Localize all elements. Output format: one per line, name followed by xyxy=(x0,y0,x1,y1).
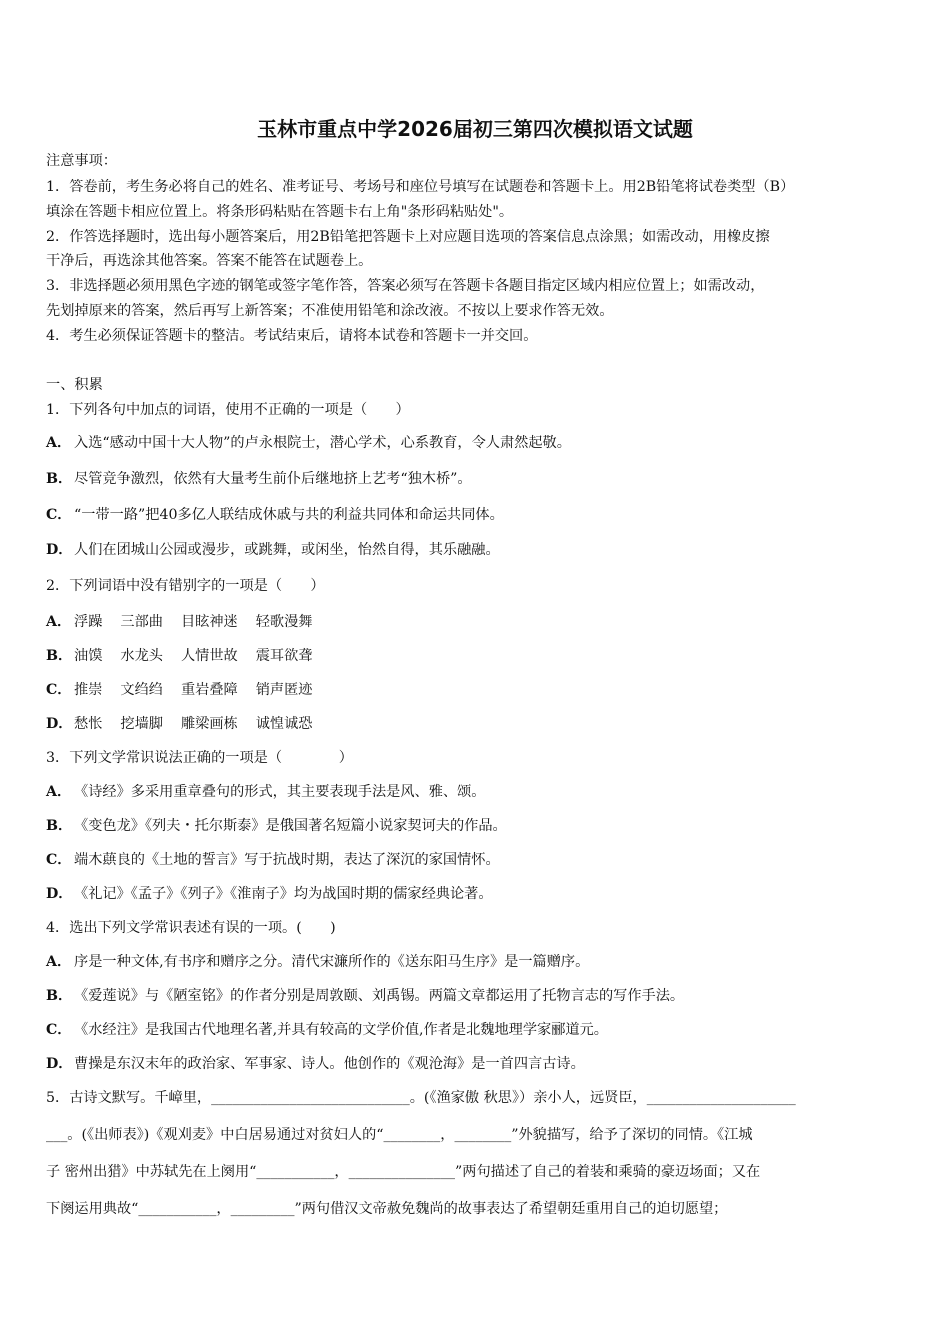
option-row xyxy=(46,816,507,836)
option-word: 挖墙脚 xyxy=(120,716,163,732)
option-letter: A． xyxy=(46,954,72,970)
option-row xyxy=(46,646,331,666)
option-letter: D． xyxy=(46,1056,73,1072)
option-letter: C． xyxy=(46,852,72,868)
option-letter: A． xyxy=(46,784,72,800)
option-text: 《诗经》多采用重章叠句的形式，其主要表现手法是风、雅、颂。 xyxy=(74,784,486,800)
notice-line: 2．作答选择题时，选出每小题答案后，用2B铅笔把答题卡上对应题目选项的答案信息点涂黑；如需改动，用橡皮擦 xyxy=(46,229,770,245)
fill-in-line: ___。(《出师表》)《观刈麦》中白居易通过对贫妇人的“________，________”外貌描写，给予了深切的同情。《江城 xyxy=(46,1127,753,1143)
option-text: 《爱莲说》与《陋室铭》的作者分别是周敦颐、刘禹锡。两篇文章都运用了托物言志的写作手法。 xyxy=(74,988,685,1004)
notice-heading: 注意事项： xyxy=(46,153,117,169)
option-text: 人们在团城山公园或漫步，或跳舞，或闲坐，怡然自得，其乐融融。 xyxy=(74,542,500,558)
option-word: 油馍 xyxy=(74,648,103,664)
fill-in-line: 5．古诗文默写。千嶂里，____________________________。(《渔家傲 秋思》）亲小人，远贤臣，_____________________ xyxy=(46,1090,796,1106)
option-row xyxy=(46,986,684,1006)
option-row xyxy=(46,850,500,870)
option-letter: B． xyxy=(46,471,73,487)
option-word: 震耳欲聋 xyxy=(255,648,313,664)
option-text: 序是一种文体,有书序和赠序之分。清代宋濂所作的《送东阳马生序》是一篇赠序。 xyxy=(74,954,590,970)
option-word: 销声匿迹 xyxy=(255,682,313,698)
option-word: 重岩叠障 xyxy=(180,682,238,698)
option-word: 诚惶诚恐 xyxy=(255,716,313,732)
option-text: 《变色龙》《列夫・托尔斯泰》是俄国著名短篇小说家契诃夫的作品。 xyxy=(74,818,507,834)
option-letter: A． xyxy=(46,614,72,630)
option-row xyxy=(46,1054,585,1074)
option-text: 尽管竞争激烈，依然有大量考生前仆后继地挤上艺考“独木桥”。 xyxy=(74,471,472,487)
option-letter: A． xyxy=(46,435,72,451)
option-row xyxy=(46,505,504,525)
notice-line: 干净后，再选涂其他答案。答案不能答在试题卷上。 xyxy=(46,253,373,269)
option-row xyxy=(46,540,500,560)
option-row xyxy=(46,782,485,802)
question-stem: 1．下列各句中加点的词语，使用不正确的一项是（ ） xyxy=(46,402,410,418)
option-word: 雕梁画栋 xyxy=(180,716,238,732)
option-word: 三部曲 xyxy=(120,614,163,630)
option-letter: C． xyxy=(46,682,72,698)
notice-line: 3．非选择题必须用黑色字迹的钢笔或签字笔作答，答案必须写在答题卡各题目指定区域内相应位置上；如需改动， xyxy=(46,278,765,294)
option-letter: C． xyxy=(46,1022,72,1038)
option-text: 《水经注》是我国古代地理名著,并具有较高的文学价值,作者是北魏地理学家郦道元。 xyxy=(74,1022,608,1038)
notice-line: 填涂在答题卡相应位置上。将条形码粘贴在答题卡右上角"条形码粘贴处"。 xyxy=(46,204,514,220)
section-heading: 一、积累 xyxy=(46,377,103,393)
option-text: 端木蕻良的《土地的誓言》写于抗战时期，表达了深沉的家国情怀。 xyxy=(74,852,500,868)
option-letter: C． xyxy=(46,507,72,523)
option-word: 浮躁 xyxy=(74,614,103,630)
notice-line: 4．考生必须保证答题卡的整洁。考试结束后，请将本试卷和答题卡一并交回。 xyxy=(46,328,538,344)
page-title: 玉林市重点中学2026届初三第四次模拟语文试题 xyxy=(257,117,693,141)
option-text: 入选“感动中国十大人物”的卢永根院士，潜心学术，心系教育，令人肃然起敬。 xyxy=(74,435,571,451)
option-letter: B． xyxy=(46,988,73,1004)
option-row xyxy=(46,1020,608,1040)
option-text: “一带一路”把40多亿人联结成休戚与共的利益共同体和命运共同体。 xyxy=(74,507,504,523)
question-stem: 2．下列词语中没有错别字的一项是（ ） xyxy=(46,578,325,594)
option-row xyxy=(46,433,571,453)
option-word: 愁怅 xyxy=(74,716,103,732)
option-word: 轻歌漫舞 xyxy=(255,614,313,630)
option-word: 目眩神迷 xyxy=(180,614,238,630)
fill-in-line: 子 密州出猎》中苏轼先在上阕用“___________，_______________”两句描述了自己的着装和乘骑的豪迈场面；又在 xyxy=(46,1164,761,1180)
option-letter: B． xyxy=(46,818,73,834)
option-letter: B． xyxy=(46,648,73,664)
option-row xyxy=(46,612,331,632)
option-row xyxy=(46,952,589,972)
option-text: 《礼记》《孟子》《列子》《淮南子》均为战国时期的儒家经典论著。 xyxy=(74,886,493,902)
option-row xyxy=(46,714,331,734)
option-word: 推崇 xyxy=(74,682,103,698)
fill-in-line: 下阕运用典故“___________，_________”两句借汉文帝赦免魏尚的故事表达了希望朝廷重用自己的迫切愿望； xyxy=(46,1201,728,1217)
option-letter: D． xyxy=(46,716,73,732)
notice-line: 先划掉原来的答案，然后再写上新答案；不准使用铅笔和涂改液。不按以上要求作答无效。 xyxy=(46,303,614,319)
question-stem: 3．下列文学常识说法正确的一项是（ ） xyxy=(46,750,353,766)
option-text: 曹操是东汉末年的政治家、军事家、诗人。他创作的《观沧海》是一首四言古诗。 xyxy=(74,1056,585,1072)
option-row xyxy=(46,469,472,489)
option-word: 人情世故 xyxy=(180,648,238,664)
question-stem: 4．选出下列文学常识表述有误的一项。( ) xyxy=(46,920,336,936)
option-letter: D． xyxy=(46,886,73,902)
notice-line: 1．答卷前，考生务必将自己的姓名、准考证号、考场号和座位号填写在试题卷和答题卡上。用2B铅笔将试卷类型（B） xyxy=(46,179,795,195)
option-row xyxy=(46,680,331,700)
option-word: 文绉绉 xyxy=(120,682,163,698)
option-word: 水龙头 xyxy=(120,648,163,664)
option-row xyxy=(46,884,493,904)
option-letter: D． xyxy=(46,542,73,558)
